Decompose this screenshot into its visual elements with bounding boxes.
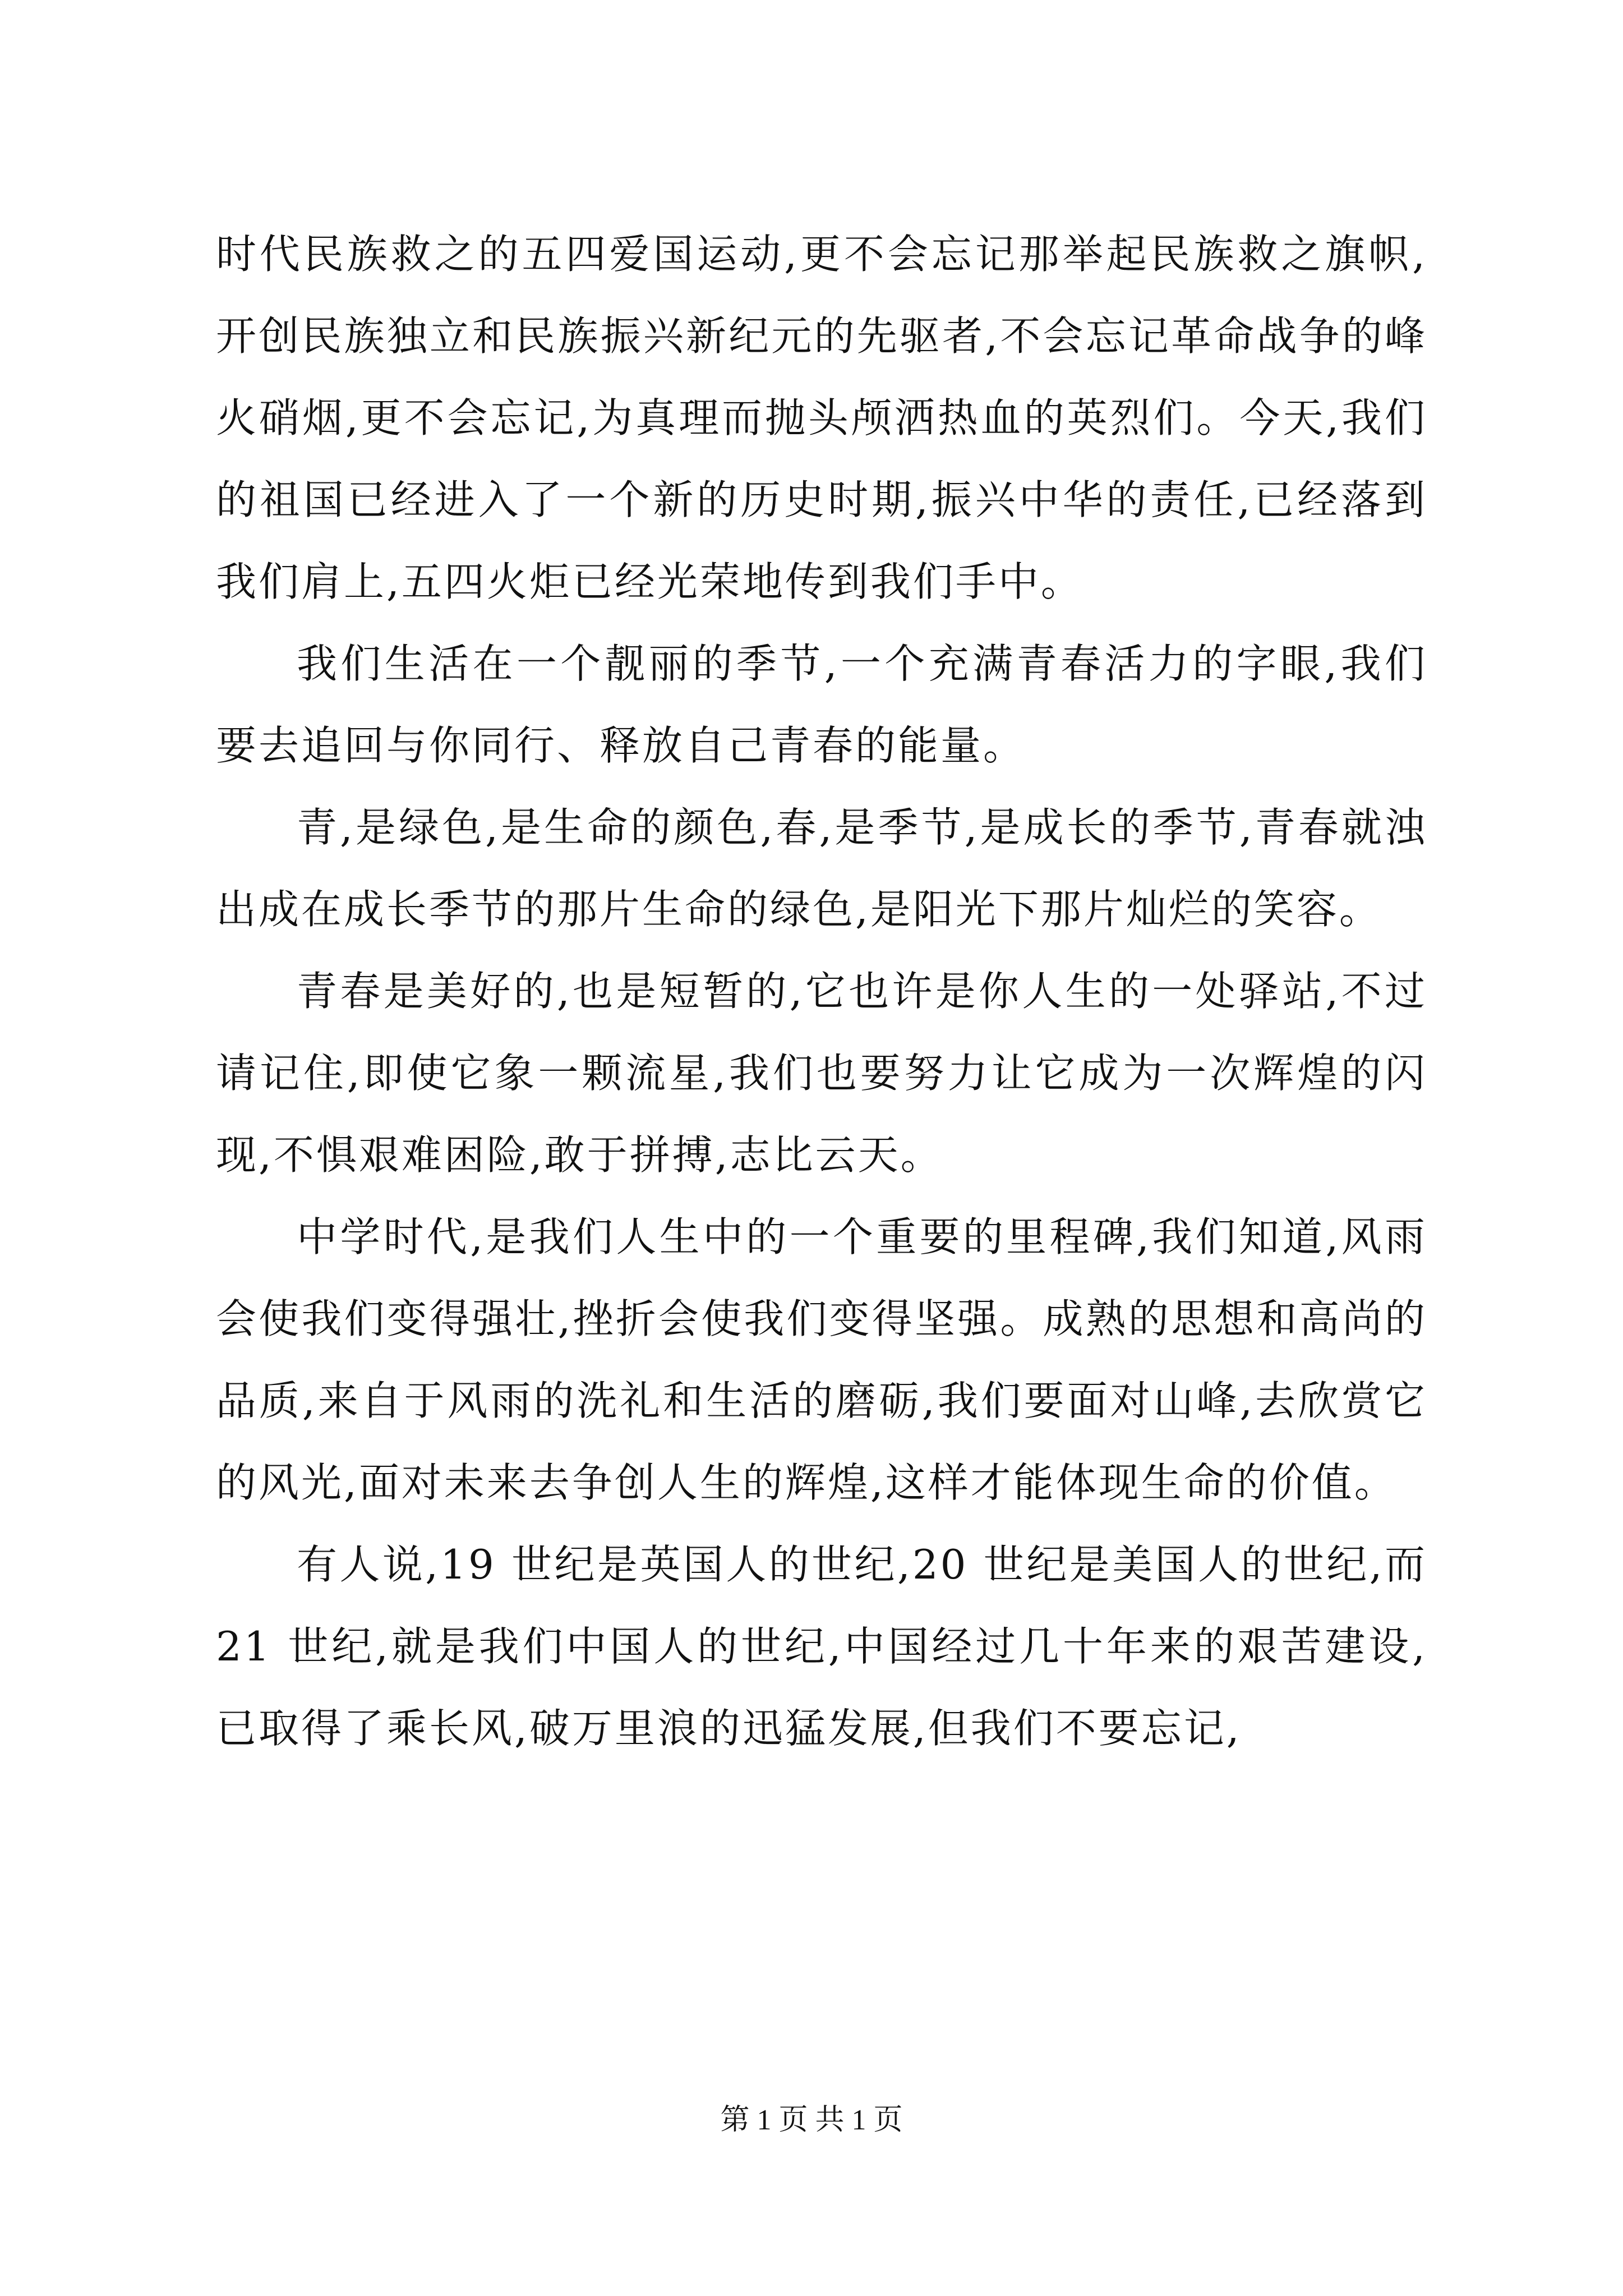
paragraph-1: 时代民族救之的五四爱国运动,更不会忘记那举起民族救之旗帜,开创民族独立和民族振兴新纪元的先驱者,不会忘记革命战争的峰火硝烟,更不会忘记,为真理而抛头颅洒热血的英烈们。今天,我们的祖国已经进入了一个新的历史时期,振兴中华的责任,已经落到我们肩上,五四火炬已经光荣地传到我们手中。 bbox=[216, 231, 1427, 605]
paragraph-5: 中学时代,是我们人生中的一个重要的里程碑,我们知道,风雨会使我们变得强壮,挫折会使我们变得坚强。成熟的思想和高尚的品质,来自于风雨的洗礼和生活的磨砺,我们要面对山峰,去欣赏它的风光,面对未来去争创人生的辉煌,这样才能体现生命的价值。 bbox=[216, 1213, 1427, 1506]
document-body bbox=[216, 213, 1427, 1769]
paragraph-2: 我们生活在一个靓丽的季节,一个充满青春活力的字眼,我们要去追回与你同行、释放自己青春的能量。 bbox=[216, 640, 1427, 769]
paragraph-3: 青,是绿色,是生命的颜色,春,是季节,是成长的季节,青春就浊出成在成长季节的那片生命的绿色,是阳光下那片灿烂的笑容。 bbox=[216, 804, 1427, 933]
paragraph-4: 青春是美好的,也是短暂的,它也许是你人生的一处驿站,不过请记住,即使它象一颗流星,我们也要努力让它成为一次辉煌的闪现,不惧艰难困险,敢于拼搏,志比云天。 bbox=[216, 968, 1427, 1179]
paragraph-6: 有人说,19 世纪是英国人的世纪,20 世纪是美国人的世纪,而 21 世纪,就是我们中国人的世纪,中国经过几十年来的艰苦建设,已取得了乘长风,破万里浪的迅猛发展,但我们不要忘记, bbox=[216, 1541, 1427, 1752]
page-footer: 第 1 页 共 1 页 bbox=[720, 2104, 903, 2136]
